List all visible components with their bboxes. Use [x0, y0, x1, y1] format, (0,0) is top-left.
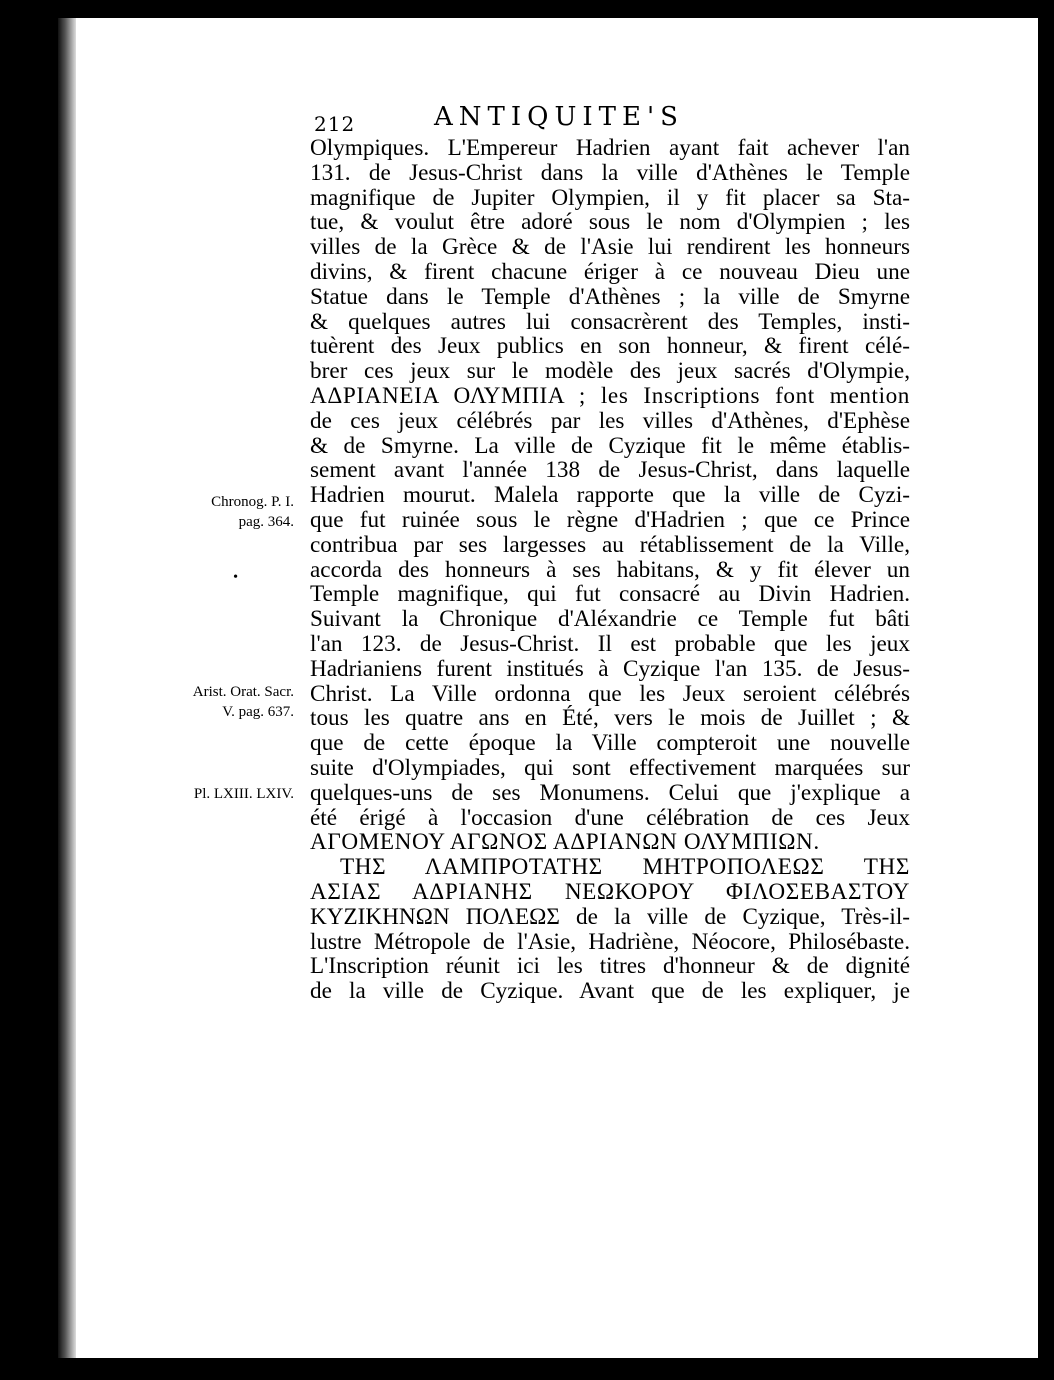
text-line: que de cette époque la Ville compteroit une nouvelle	[310, 730, 910, 757]
text-line: été érigé à l'occasion d'une célébration de ces Jeux	[310, 804, 910, 831]
text-line: Suivant la Chronique d'Aléxandrie ce Temple fut bâti	[310, 606, 910, 633]
margin-note-line: Arist. Orat. Sacr.	[192, 684, 294, 700]
text-line: que fut ruinée sous le règne d'Hadrien ; que ce Prince	[310, 506, 910, 533]
text-line: Christ. La Ville ordonna que les Jeux seroient célébrés	[310, 680, 910, 707]
text-line: quelques-uns de ses Monumens. Celui que j'explique a	[310, 779, 910, 806]
text-line: L'Inscription réunit ici les titres d'honneur & de dignité	[310, 953, 910, 980]
margin-note-line: V. pag. 637.	[222, 704, 294, 720]
margin-note-plates: Pl. LXIII. LXIV.	[193, 786, 294, 802]
text-line: sement avant l'année 138 de Jesus-Christ, dans laquelle	[310, 457, 910, 484]
margin-note-arist	[178, 682, 294, 722]
text-line: Olympiques. L'Empereur Hadrien ayant fait achever l'an	[310, 135, 910, 161]
text-line: ΑΓΟΜΕΝΟΥ ΑΓΩΝΟΣ ΑΔΡΙΑΝΩΝ ΟΛΥΜΠΙΩΝ.	[310, 829, 820, 856]
margin-note-chronog	[178, 492, 294, 532]
text-line: l'an 123. de Jesus-Christ. Il est probable que les jeux	[310, 630, 910, 657]
text-line: ΚΥΖΙΚΗΝΩΝ ΠΟΛΕΩΣ de la ville de Cyzique, Très-il-	[310, 903, 910, 930]
margin-note-line: Chronog. P. I.	[211, 494, 294, 510]
text-line: accorda des honneurs à ses habitans, & y fit élever un	[310, 556, 910, 583]
text-line: divins, & firent chacune ériger à ce nouveau Dieu une	[310, 258, 910, 285]
text-line: villes de la Grèce & de l'Asie lui rendirent les honneurs	[310, 234, 910, 261]
running-title: ANTIQUITE'S	[434, 102, 684, 132]
body-text	[310, 136, 910, 1004]
text-line: & quelques autres lui consacrèrent des Temples, insti-	[310, 308, 910, 335]
margin-note-line: pag. 364.	[238, 514, 294, 530]
text-line: contribua par ses largesses au rétablissement de la Ville,	[310, 531, 910, 558]
text-line: brer ces jeux sur le modèle des jeux sacrés d'Olympie,	[310, 358, 910, 385]
text-line: de la ville de Cyzique. Avant que de les expliquer, je	[310, 978, 910, 1005]
text-line: ΤΗΣ ΛΑΜΠΡΟΤΑΤΗΣ ΜΗΤΡΟΠΟΛΕΩΣ ΤΗΣ	[340, 854, 910, 881]
text-line: tue, & voulut être adoré sous le nom d'Olympien ; les	[310, 209, 910, 236]
text-line: & de Smyrne. La ville de Cyzique fit le même établis-	[310, 432, 910, 459]
margin-mark: •	[233, 570, 238, 585]
text-line: Hadrianiens furent institués à Cyzique l'an 135. de Jesus-	[310, 655, 910, 682]
text-line: lustre Métropole de l'Asie, Hadriène, Néocore, Philosébaste.	[310, 928, 910, 955]
page-gutter-shadow	[58, 18, 76, 1358]
text-line: suite d'Olympiades, qui sont effectivement marquées sur	[310, 754, 910, 781]
page-number: 212	[314, 112, 356, 136]
text-line: 131. de Jesus-Christ dans la ville d'Athènes le Temple	[310, 159, 910, 186]
text-line: tuèrent des Jeux publics en son honneur, & firent célé-	[310, 333, 910, 360]
text-line: Statue dans le Temple d'Athènes ; la ville de Smyrne	[310, 283, 910, 310]
text-line: de ces jeux célébrés par les villes d'Athènes, d'Ephèse	[310, 407, 910, 434]
text-line: Hadrien mourut. Malela rapporte que la ville de Cyzi-	[310, 482, 910, 509]
text-line: Temple magnifique, qui fut consacré au Divin Hadrien.	[310, 581, 910, 608]
text-line: magnifique de Jupiter Olympien, il y fit placer sa Sta-	[310, 184, 910, 211]
text-line: ΑΔΡΙΑΝΕΙΑ ΟΛΥΜΠΙΑ ; les Inscriptions font mention	[310, 382, 910, 409]
text-line: tous les quatre ans en Été, vers le mois de Juillet ; &	[310, 705, 910, 732]
page-header	[314, 98, 874, 138]
text-line: ΑΣΙΑΣ ΑΔΡΙΑΝΗΣ ΝΕΩΚΟΡΟΥ ΦΙΛΟΣΕΒΑΣΤΟΥ	[310, 878, 910, 905]
